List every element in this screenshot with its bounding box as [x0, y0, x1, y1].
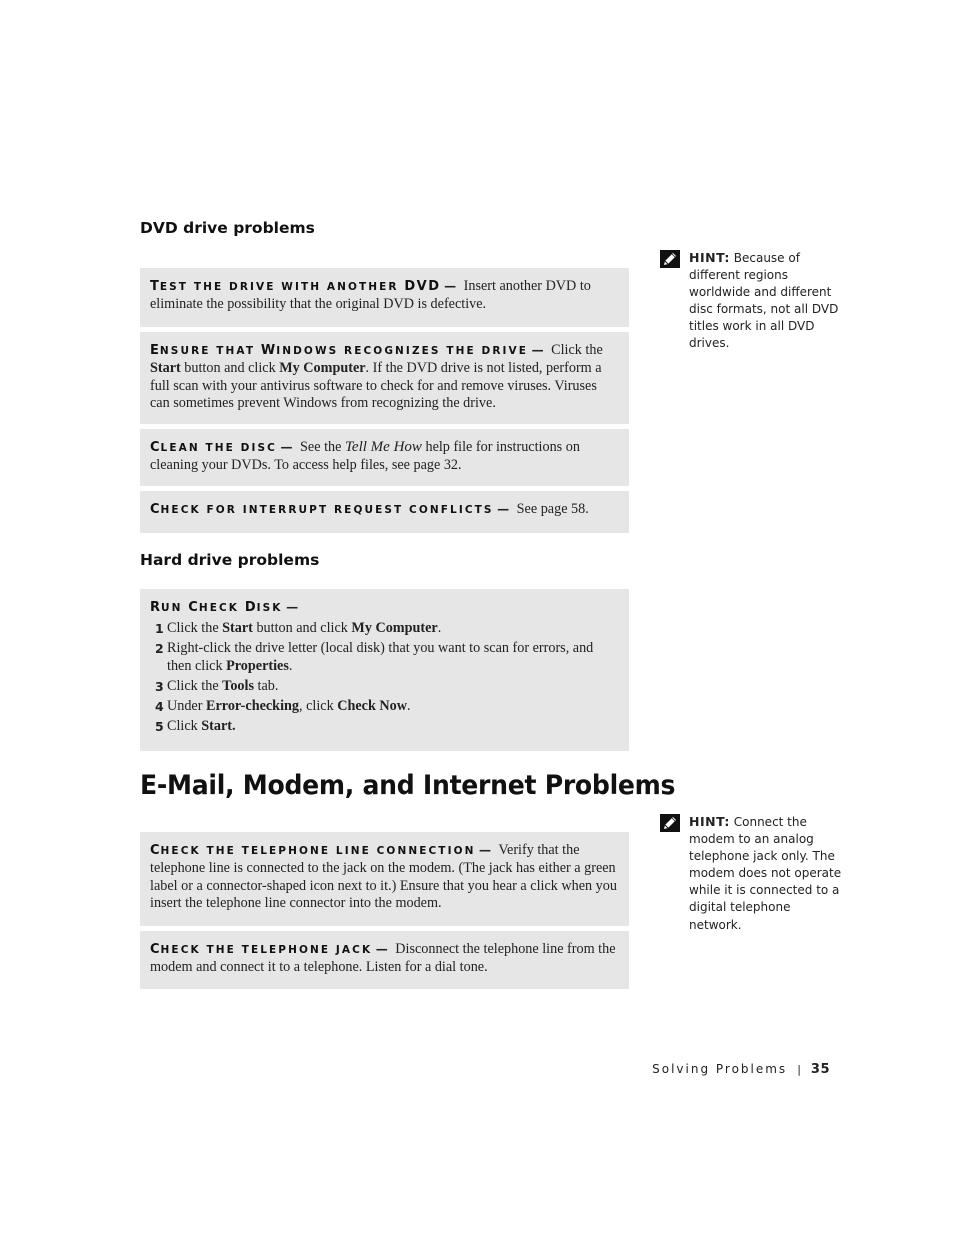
page-title: E-Mail, Modem, and Internet Problems [140, 770, 676, 801]
page-footer [600, 1062, 830, 1077]
tip-clean-disc: CLEAN THE DISC — See the Tell Me How help file for instructions on cleaning your DVDs. To access help files, see page 32. [140, 429, 629, 486]
tip-interrupt-conflicts: CHECK FOR INTERRUPT REQUEST CONFLICTS — See page 58. [140, 491, 629, 533]
list-item: 4 Under Error-checking, click Check Now. [155, 697, 411, 714]
tip-lead: CHECK THE TELEPHONE LINE CONNECTION [150, 843, 476, 858]
my-computer-term: My Computer [279, 360, 366, 377]
tip-lead: TEST THE DRIVE WITH ANOTHER DVD [150, 279, 441, 294]
list-item: 2 Right-click the drive letter (local disk) that you want to scan for errors, and then click Properties. [155, 640, 594, 674]
tip-telephone-line: CHECK THE TELEPHONE LINE CONNECTION — Verify that the telephone line is connected to the jack on the modem. (The jack has either a green label or a connector-shaped icon next to it.) Ensure that you hear a click when you insert the telephone line connector into the modem. [140, 832, 629, 926]
list-item: 3 Click the Tools tab. [155, 677, 279, 694]
section-heading-dvd: DVD drive problems [140, 219, 315, 237]
footer-separator: | [797, 1063, 803, 1076]
tip-test-drive: TEST THE DRIVE WITH ANOTHER DVD — Insert another DVD to eliminate the possibility that the original DVD is defective. [140, 268, 629, 327]
footer-section: Solving Problems [652, 1062, 788, 1076]
hint-modem-analog: HINT: Connect the modem to an analog telephone jack only. The modem does not operate while it is connected to a digital telephone network. [660, 813, 845, 934]
tip-telephone-jack: CHECK THE TELEPHONE JACK — Disconnect the telephone line from the modem and connect it to a telephone. Listen for a dial tone. [140, 931, 629, 989]
tell-me-how-title: Tell Me How [344, 439, 422, 455]
check-disk-steps [150, 620, 619, 735]
tip-lead: CHECK THE TELEPHONE JACK [150, 942, 373, 957]
list-item: 1 Click the Start button and click My Computer. [155, 620, 442, 637]
start-term: Start [150, 360, 181, 377]
tip-lead: ENSURE THAT WINDOWS RECOGNIZES THE DRIVE [150, 343, 529, 358]
pencil-note-icon [660, 250, 680, 268]
tip-body: Insert another DVD to eliminate the possibility that the original DVD is defective. [150, 278, 591, 313]
tip-windows-recognizes: ENSURE THAT WINDOWS RECOGNIZES THE DRIVE — Click the Start button and click My Computer. If the DVD drive is not listed, perform a full scan with your antivirus software to check for and remove viruses. Viruses can sometimes prevent Windows from recognizing the drive. [140, 332, 629, 424]
section-heading-hard-drive: Hard drive problems [140, 551, 320, 569]
page-number: 35 [810, 1062, 830, 1077]
list-item: 5 Click Start. [155, 717, 236, 734]
tip-lead: RUN CHECK DISK [150, 600, 283, 615]
tip-run-check-disk: RUN CHECK DISK — 1 Click the Start button and click My Computer. 2 Right-click the drive letter (local disk) that you want to scan for errors, and then click Properties. 3 Click the Tools tab. 4 Under Error-checking, click Check Now. 5 Click Start. [140, 589, 629, 751]
tip-lead: CLEAN THE DISC [150, 440, 277, 455]
tip-lead: CHECK FOR INTERRUPT REQUEST CONFLICTS [150, 502, 494, 517]
hint-dvd-regions: HINT: Because of different regions worldwide and different disc formats, not all DVD titles work in all DVD drives. [660, 249, 845, 353]
pencil-note-icon [660, 814, 680, 832]
